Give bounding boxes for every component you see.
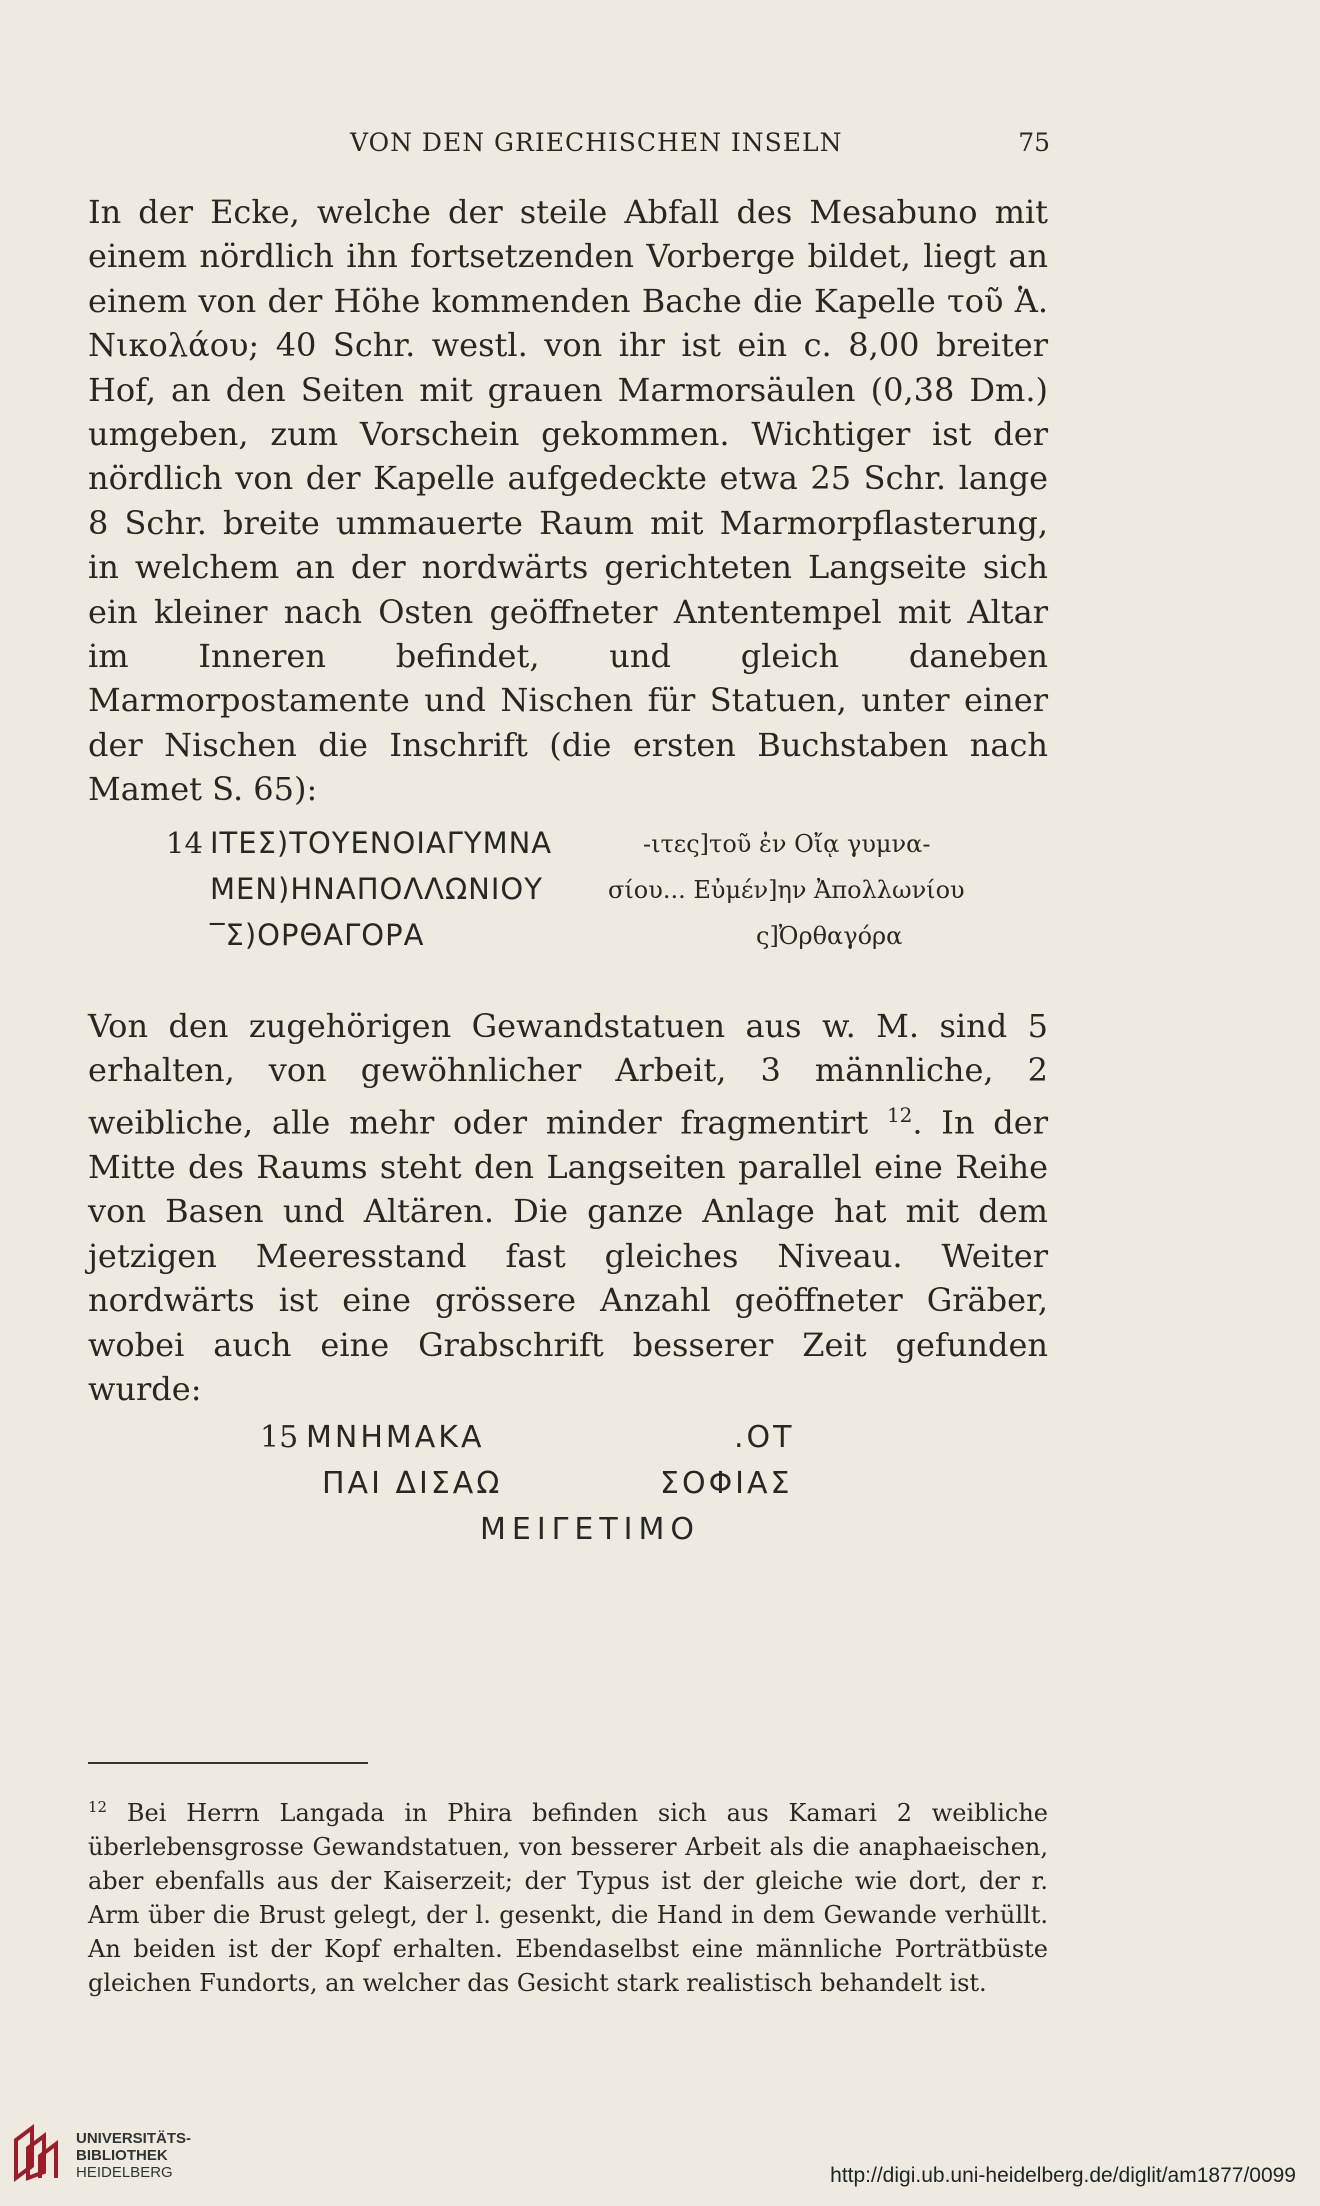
- inscription-line-3: ΜΕΙΓΕΤΙΜΟ: [480, 1512, 701, 1547]
- running-head: [350, 128, 1050, 168]
- library-name: [76, 2130, 191, 2181]
- inscription-line-2-left: ΠΑΙ ΔΙΣΑΩ: [322, 1466, 503, 1501]
- inscription-line-3: ‾Σ)ΟΡΘΑΓΟΡΑ: [210, 918, 425, 952]
- main-text: [88, 190, 1049, 1997]
- inscription-line-1-right: .ΟΤ: [734, 1420, 795, 1455]
- running-title: VON DEN GRIECHISCHEN INSELN: [350, 128, 843, 157]
- footnote-reference[interactable]: 12: [886, 1102, 913, 1127]
- inscription-line-2: ΜΕΝ)ΗΝΑΠΟΛΛΩΝΙΟΥ: [210, 872, 543, 906]
- paragraph-kapelle: In der Ecke, welche der steile Abfall des Mesabuno mit einem nördlich ihn fortsetzenden Vorberge bildet, liegt an einem von der Höhe kommenden Bache die Kapelle τοῦ Ἁ. Νικολάου; 40 Schr. westl. von ihr ist ein c. 8,00 breiter Hof, an den Seiten mit grauen Marmorsäulen (0,38 Dm.) umgeben, zum Vorschein gekommen. Wichtiger ist der nördlich von der Kapelle aufgedeckte etwa 25 Schr. lange 8 Schr. breite ummauerte Raum mit Marmorpflasterung, in welchem an der nordwärts gerichteten Langseite sich ein kleiner nach Osten geöffneter Antentempel mit Altar im Inneren befindet, und gleich daneben Marmorpostamente und Nischen für Statuen, unter einer der Nischen die Inschrift (die ersten Buchstaben nach Mamet S. 65):: [88, 193, 1048, 809]
- paragraph-text-a: Von den zugehörigen Gewandstatuen aus w. M. sind 5 erhalten, von gewöhnlicher Arbeit, 3 männliche, 2 weibliche, alle mehr oder minder fragmentirt: [88, 1007, 1048, 1142]
- library-name-line-3: HEIDELBERG: [76, 2164, 173, 2181]
- footnote-rule: [88, 1762, 368, 1764]
- inscription-line-1-left: ΜΝΗΜΑΚΑ: [306, 1420, 485, 1455]
- inscription-line-2-right: ΣΟΦΙΑΣ: [660, 1466, 793, 1501]
- inscription-number: 15: [260, 1420, 299, 1455]
- inscription-14: [88, 826, 1048, 976]
- footnote-number: 12: [88, 1798, 108, 1816]
- transcription-line-3: ς]Ὀρθαγόρα: [756, 922, 903, 950]
- transcription-line-2: σίου... Εὐμέν]ην Ἀπολλωνίου: [608, 876, 965, 904]
- library-emblem-icon: [10, 2122, 66, 2182]
- inscription-line-1: ΙΤΕΣ)ΤΟΥΕΝΟΙΑΓΥΜΝΑ: [210, 826, 553, 860]
- footnote-12: [88, 1790, 1048, 2000]
- library-name-line-2: BIBLIOTHEK: [76, 2147, 168, 2164]
- source-url[interactable]: http://digi.ub.uni-heidelberg.de/diglit/am1877/0099: [830, 2164, 1296, 2187]
- library-logo[interactable]: [10, 2118, 210, 2198]
- inscription-number: 14: [166, 826, 203, 860]
- inscription-15: [88, 1420, 1048, 1600]
- transcription-line-1: -ιτες]τοῦ ἐν Οἴᾳ γυμνα-: [643, 830, 931, 858]
- paragraph-text-b: . In der Mitte des Raums steht den Langseiten parallel eine Reihe von Basen und Altären. Die ganze Anlage hat mit dem jetzigen Meeresstand fast gleiches Niveau. Weiter nordwärts ist eine grössere Anzahl geöffneter Gräber, wobei auch eine Grabschrift besserer Zeit gefunden wurde:: [88, 1103, 1049, 1408]
- page-number: 75: [1018, 128, 1050, 157]
- library-name-line-1: UNIVERSITÄTS-: [76, 2130, 192, 2147]
- paragraph-gewandstatuen: [88, 1004, 1048, 1411]
- footnote-text: Bei Herrn Langada in Phira befinden sich aus Kamari 2 weibliche überlebensgrosse Gewandstatuen, von besserer Arbeit als die anaphaeischen, aber ebenfalls aus der Kaiserzeit; der Typus ist der gleiche wie dort, der r. Arm über die Brust gelegt, der l. gesenkt, die Hand in dem Gewande verhüllt. An beiden ist der Kopf erhalten. Ebendaselbst eine männliche Porträtbüste gleichen Fundorts, an welcher das Gesicht stark realistisch behandelt ist.: [88, 1799, 1048, 1997]
